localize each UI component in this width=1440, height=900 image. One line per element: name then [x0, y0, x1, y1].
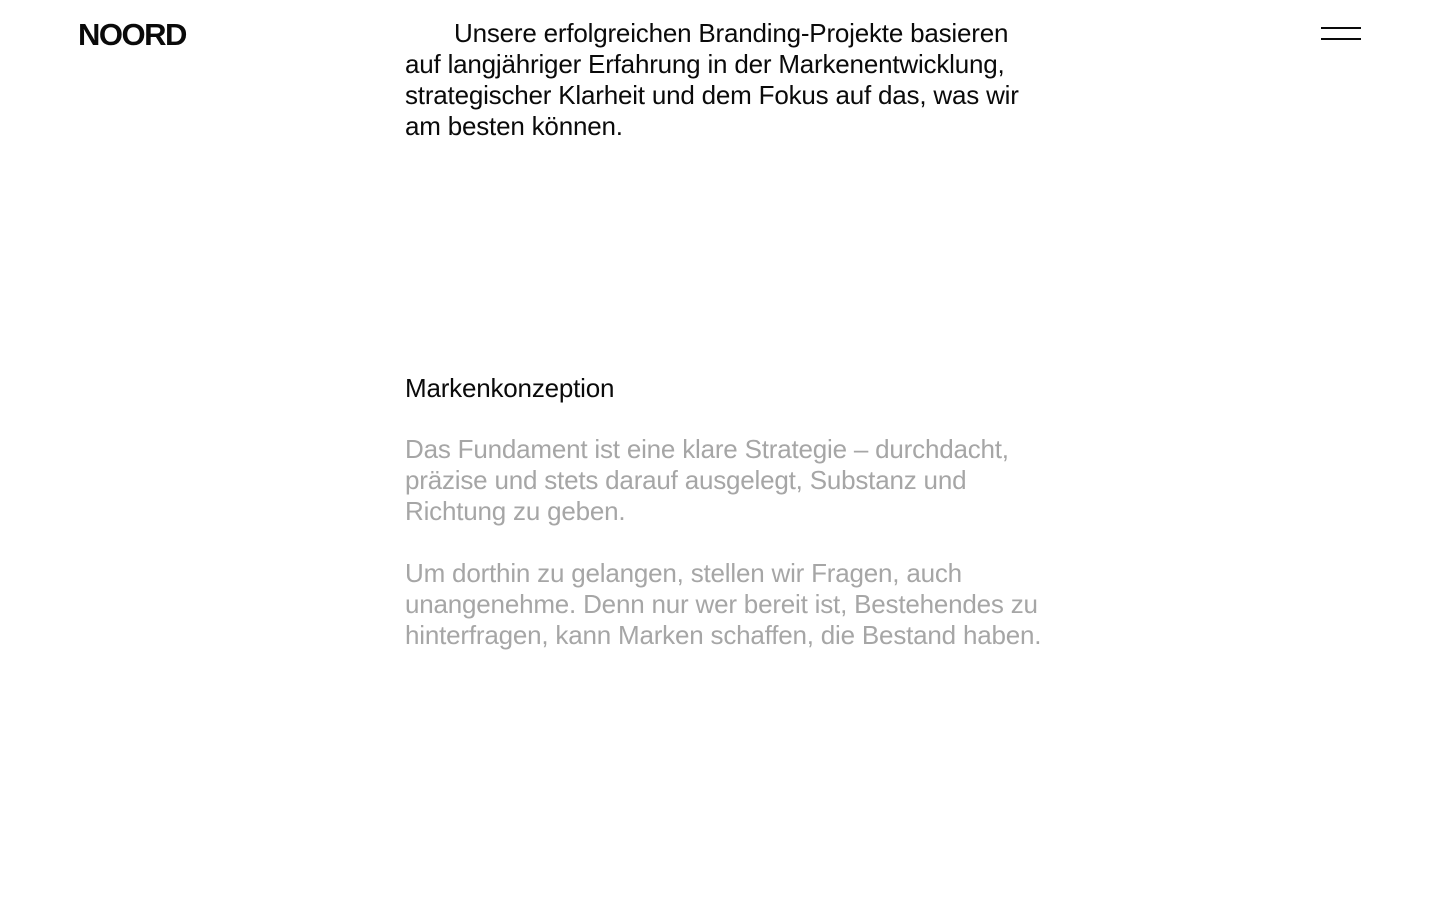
section-paragraph: Um dorthin zu gelangen, stellen wir Fragen, auch unangenehme. Denn nur wer bereit ist, Bestehendes zu hinterfragen, kann Marken schaffen, die Bestand haben.	[405, 558, 1042, 650]
hamburger-menu-icon	[1321, 27, 1361, 29]
hamburger-menu-icon-line	[1321, 38, 1361, 40]
intro-text: Unsere erfolgreichen Branding-Projekte basieren auf langjähriger Erfahrung in der Markenentwicklung, strategischer Klarheit und dem Fokus auf das, was wir am besten können.	[405, 18, 1019, 141]
logo[interactable]: NOORD	[78, 17, 186, 52]
section-title: Markenkonzeption	[405, 373, 615, 403]
menu-button[interactable]	[1314, 18, 1368, 50]
section-paragraph: Das Fundament ist eine klare Strategie – durchdacht, präzise und stets darauf ausgelegt, Substanz und Richtung zu geben.	[405, 434, 1009, 526]
